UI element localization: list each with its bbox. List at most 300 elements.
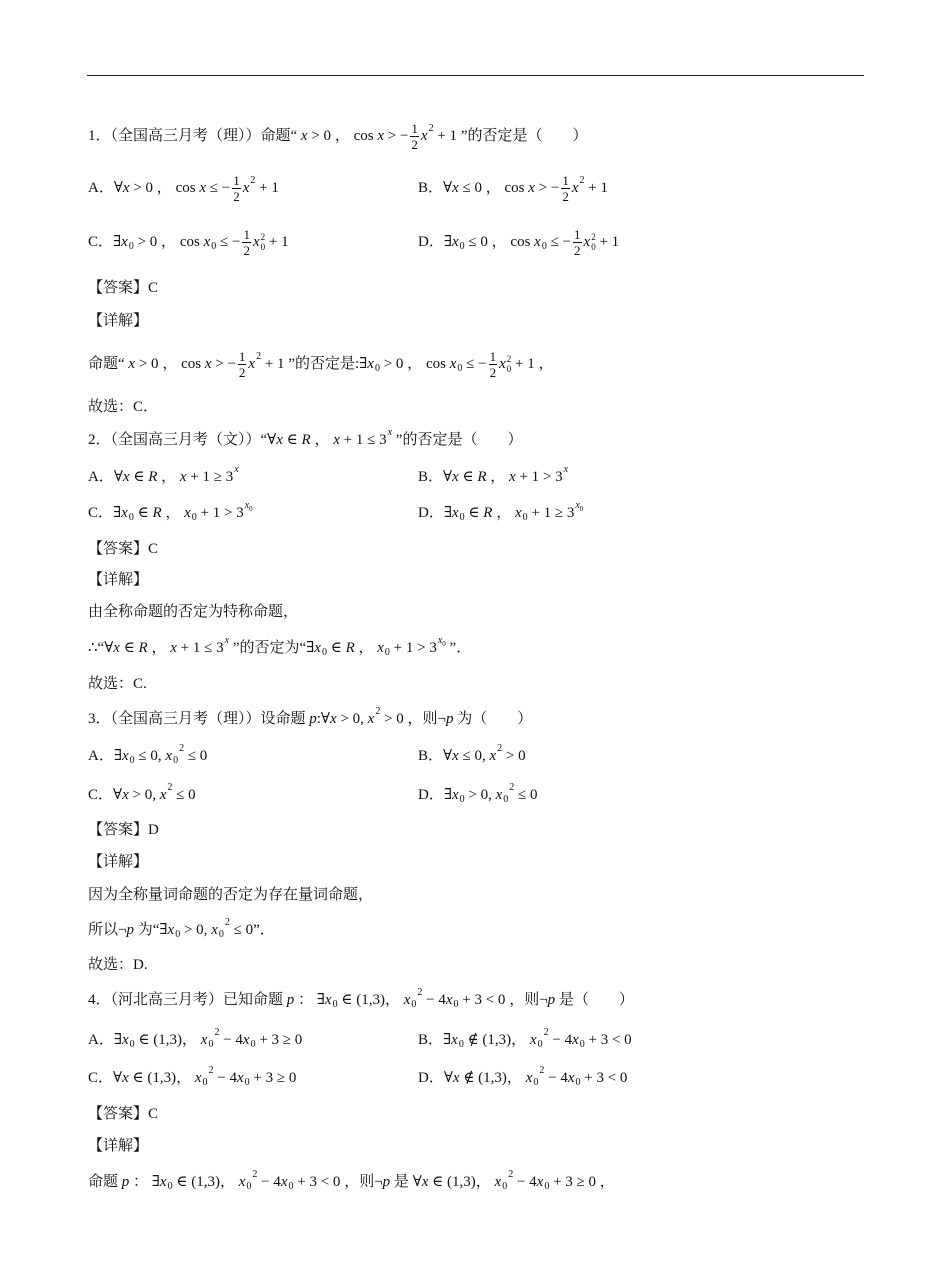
text-run: ， bbox=[481, 180, 505, 196]
fraction-numerator: 1 bbox=[562, 172, 569, 188]
option-label: B． bbox=[418, 1032, 444, 1048]
subscript: 0 bbox=[411, 999, 417, 1010]
math-symbols: :∀ bbox=[316, 711, 330, 727]
fraction-denominator: 2 bbox=[562, 188, 569, 204]
stem-content bbox=[88, 114, 587, 158]
answer-label: 【答案】 bbox=[88, 822, 149, 838]
fraction bbox=[489, 349, 498, 380]
math-symbols: ∀ bbox=[104, 640, 114, 656]
subscript: 0 bbox=[202, 1077, 208, 1088]
math-variable: x bbox=[452, 1070, 460, 1086]
math-symbols: − 4 bbox=[213, 1070, 237, 1086]
math-variable: x bbox=[128, 356, 136, 372]
text-run: ， bbox=[486, 469, 510, 485]
text-run: ， bbox=[534, 356, 554, 372]
math-symbols: ∈ bbox=[282, 432, 302, 448]
text-run: 为（ ） bbox=[453, 711, 533, 727]
math-variable: x bbox=[242, 180, 250, 196]
text-run: 故选：C. bbox=[88, 676, 147, 692]
subscript: 0 bbox=[129, 1039, 135, 1050]
text-run: ”． bbox=[253, 922, 275, 938]
math-variable: x bbox=[179, 469, 187, 485]
option-label: A． bbox=[88, 469, 114, 485]
option-label: A． bbox=[88, 1032, 114, 1048]
subscript: 0 bbox=[579, 1039, 585, 1050]
math-variable: x bbox=[451, 505, 459, 521]
math-variable: x bbox=[494, 1174, 502, 1190]
header-rule bbox=[87, 75, 864, 76]
math-symbols: + 1 > 3 bbox=[389, 640, 437, 656]
math-symbols: ≤ 0 bbox=[229, 922, 254, 938]
text-run: ， bbox=[157, 234, 180, 250]
math-symbols: + 3 ≥ 0 bbox=[255, 1032, 303, 1048]
math-symbols: > − bbox=[211, 356, 236, 372]
math-variable: p bbox=[547, 992, 556, 1008]
subscript: 0 bbox=[459, 794, 465, 805]
exponent-variable: x bbox=[437, 635, 443, 646]
superscript-variable: x bbox=[387, 427, 393, 438]
math-symbols: ∀ bbox=[443, 469, 453, 485]
fraction-numerator: 1 bbox=[489, 348, 497, 364]
text-run: ， bbox=[596, 1174, 615, 1190]
superscript: 2 bbox=[256, 351, 262, 362]
math-symbols: ∃ bbox=[443, 787, 452, 803]
subscript: 0 bbox=[211, 241, 217, 252]
subscript: 0 bbox=[503, 794, 509, 805]
math-variable: x bbox=[489, 748, 497, 764]
math-symbols: + 1 bbox=[511, 356, 535, 372]
option-d bbox=[418, 220, 619, 264]
subscript: 0 bbox=[321, 647, 327, 658]
math-symbols: ≤ − bbox=[205, 180, 231, 196]
option-label: C． bbox=[88, 1070, 114, 1086]
subscript: 0 bbox=[384, 647, 390, 658]
math-variable: x bbox=[452, 748, 459, 764]
math-symbols: − 4 bbox=[548, 1032, 573, 1048]
exponent-variable: x bbox=[575, 500, 580, 511]
subscript: 0 bbox=[506, 364, 512, 374]
math-variable: p bbox=[121, 1174, 130, 1190]
math-variable: x bbox=[536, 1174, 544, 1190]
math-symbols: ∃ bbox=[443, 505, 452, 521]
math-symbols: ¬ bbox=[374, 1174, 383, 1190]
math-variable: x bbox=[211, 922, 218, 938]
text-run: 由全称命题的否定为特称命题， bbox=[88, 604, 299, 620]
superscript: 2 bbox=[579, 175, 585, 186]
text-run: ： bbox=[129, 1174, 152, 1190]
text-run: 3．（全国高三月考（理））设命题 bbox=[88, 711, 310, 727]
superscript: 2 bbox=[543, 1027, 549, 1038]
math-variable: x bbox=[122, 1070, 129, 1086]
math-symbols: ¬ bbox=[437, 711, 447, 727]
superscript: 2 bbox=[417, 987, 423, 998]
math-symbols: > 0, bbox=[128, 787, 160, 803]
text-run: ， bbox=[331, 128, 354, 144]
math-symbols: + 1 bbox=[595, 234, 620, 250]
superscript: 2 bbox=[224, 917, 230, 928]
math-variable: x bbox=[121, 1032, 129, 1048]
math-symbols: ∃ bbox=[443, 1032, 452, 1048]
option-label: B． bbox=[418, 180, 444, 196]
fraction-denominator: 2 bbox=[489, 364, 497, 380]
math-symbols: + 1 bbox=[433, 128, 458, 144]
text-run: ， bbox=[161, 505, 185, 521]
superscript: 2 bbox=[375, 706, 381, 717]
math-variable: x bbox=[495, 787, 503, 803]
math-symbols: ∃ bbox=[113, 748, 122, 764]
subscript: 0 bbox=[128, 512, 134, 523]
fraction-numerator: 1 bbox=[574, 226, 581, 242]
math-variable: x bbox=[242, 1032, 250, 1048]
math-variable: p bbox=[309, 711, 317, 727]
math-variable: x bbox=[122, 180, 130, 196]
math-variable: x bbox=[529, 1032, 537, 1048]
math-symbols: > 0, bbox=[180, 922, 212, 938]
math-symbols: cos bbox=[181, 356, 205, 372]
text-run: 故选：C． bbox=[88, 399, 159, 415]
math-symbols: ∃ bbox=[113, 1032, 122, 1048]
text-run: ， bbox=[487, 234, 511, 250]
math-symbols: ∃ bbox=[113, 234, 122, 250]
math-variable: x bbox=[122, 469, 130, 485]
math-variable: x bbox=[276, 432, 283, 448]
math-symbols: > 0 bbox=[379, 356, 404, 372]
superscript: 2 bbox=[497, 743, 503, 754]
math-symbols: + 3 < 0 bbox=[580, 1070, 628, 1086]
math-symbols: ≤ 0, bbox=[134, 748, 166, 764]
option-label: C． bbox=[88, 787, 114, 803]
math-symbols: ∈ bbox=[326, 640, 346, 656]
math-symbols: > − bbox=[384, 128, 409, 144]
math-variable: x bbox=[377, 640, 384, 656]
superscript-variable: x bbox=[224, 635, 230, 646]
math-variable: x bbox=[445, 992, 453, 1008]
detail-content bbox=[88, 342, 553, 386]
math-symbols: + 1 bbox=[255, 180, 279, 196]
math-variable: x bbox=[248, 356, 256, 372]
text-run: ”的否定是: bbox=[284, 356, 360, 372]
math-variable: x bbox=[452, 469, 459, 485]
subscript: 0 bbox=[458, 1039, 464, 1050]
superscript: 2 bbox=[167, 782, 173, 793]
detail-label-text: 【详解】 bbox=[88, 313, 149, 329]
subscript: 0 bbox=[175, 929, 181, 940]
superscript: 2 bbox=[260, 232, 266, 242]
subscript: 0 bbox=[457, 363, 463, 374]
math-variable: x bbox=[238, 1174, 246, 1190]
subscript: 0 bbox=[260, 242, 266, 252]
math-variable: x bbox=[167, 922, 175, 938]
detail-label bbox=[88, 299, 148, 343]
text-run: ”的否定为“ bbox=[229, 640, 307, 656]
option-b bbox=[418, 734, 526, 778]
subscript: 0 bbox=[591, 242, 596, 252]
math-symbols: − 4 bbox=[422, 992, 446, 1008]
math-symbols: ∈ bbox=[129, 469, 149, 485]
math-symbols: + 1 ≤ 3 bbox=[176, 640, 224, 656]
superscript: 2 bbox=[179, 743, 185, 754]
subscript: 0 bbox=[453, 999, 459, 1010]
math-symbols: ∈ (1,3) bbox=[134, 1032, 182, 1048]
exponent-subscript: 0 bbox=[442, 640, 446, 648]
math-symbols: ≤ 0, bbox=[458, 748, 490, 764]
math-variable: R bbox=[345, 640, 355, 656]
math-symbols: ¬ bbox=[118, 922, 127, 938]
answer-label: 【答案】 bbox=[88, 541, 149, 557]
math-symbols: + 3 < 0 bbox=[458, 992, 506, 1008]
math-variable: x bbox=[199, 180, 206, 196]
math-variable: x bbox=[449, 356, 457, 372]
math-symbols: ∀ bbox=[443, 748, 453, 764]
math-symbols: ∈ bbox=[464, 505, 484, 521]
math-variable: x bbox=[330, 711, 337, 727]
math-symbols: cos bbox=[179, 234, 204, 250]
stem-content bbox=[88, 978, 634, 1022]
exponent bbox=[245, 501, 253, 511]
question-stem bbox=[0, 114, 950, 158]
math-symbols: ≤ 0 bbox=[464, 234, 488, 250]
superscript: 2 bbox=[506, 354, 512, 364]
math-variable: x bbox=[252, 234, 260, 250]
text-run: ”的否定是（ ） bbox=[457, 128, 588, 144]
text-run: ， bbox=[310, 432, 334, 448]
math-symbols: ≤ − bbox=[462, 356, 487, 372]
fraction-denominator: 2 bbox=[411, 136, 418, 152]
text-run: ， bbox=[157, 469, 180, 485]
exponent-variable: x bbox=[244, 500, 250, 511]
math-symbols: + 1 ≥ 3 bbox=[186, 469, 234, 485]
superscript-variable: x bbox=[234, 464, 239, 475]
math-symbols: ≤ − bbox=[216, 234, 241, 250]
text-run: 因为全称量词命题的否定为存在量词命题， bbox=[88, 887, 374, 903]
option-label: D． bbox=[418, 505, 444, 521]
math-symbols: − 4 bbox=[219, 1032, 243, 1048]
detail-line bbox=[0, 1160, 950, 1204]
math-symbols: ∈ (1,3) bbox=[428, 1174, 476, 1190]
subscript: 0 bbox=[537, 1039, 543, 1050]
option-a bbox=[88, 166, 279, 210]
math-symbols: cos bbox=[353, 128, 378, 144]
math-variable: p bbox=[382, 1174, 391, 1190]
math-symbols: ∈ (1,3) bbox=[337, 992, 385, 1008]
text-run: ： bbox=[294, 992, 317, 1008]
math-variable: x bbox=[451, 787, 459, 803]
fraction-denominator: 2 bbox=[238, 364, 246, 380]
text-run: ， bbox=[384, 992, 404, 1008]
math-variable: x bbox=[528, 180, 535, 196]
superscript: 2 bbox=[591, 232, 596, 242]
subscript: 0 bbox=[218, 929, 224, 940]
fraction bbox=[232, 173, 241, 204]
math-symbols: > 0 bbox=[129, 180, 154, 196]
text-run: ， bbox=[153, 180, 176, 196]
math-symbols: − 4 bbox=[544, 1070, 568, 1086]
fraction-denominator: 2 bbox=[243, 242, 250, 258]
subscript: 0 bbox=[128, 241, 134, 252]
math-symbols: ∀ bbox=[113, 787, 123, 803]
math-variable: x bbox=[571, 180, 579, 196]
option-row bbox=[0, 734, 950, 778]
math-symbols: > 0, bbox=[464, 787, 496, 803]
text-run: 命题“ bbox=[88, 356, 129, 372]
superscript: 2 bbox=[508, 1169, 514, 1180]
math-symbols: ≤ − bbox=[546, 234, 572, 250]
subscript: 0 bbox=[191, 512, 197, 523]
math-symbols: ∈ (1,3) bbox=[128, 1070, 177, 1086]
math-symbols: > 0 bbox=[307, 128, 332, 144]
math-symbols: − 4 bbox=[513, 1174, 537, 1190]
exponent bbox=[575, 501, 583, 511]
math-variable: x bbox=[451, 1032, 458, 1048]
math-variable: x bbox=[583, 234, 591, 250]
option-label: A． bbox=[88, 748, 114, 764]
math-variable: R bbox=[152, 505, 162, 521]
detail-label-line bbox=[0, 299, 950, 343]
detail-label-text: 【详解】 bbox=[88, 1138, 149, 1154]
math-symbols: ∀ bbox=[113, 469, 123, 485]
superscript: 2 bbox=[208, 1065, 214, 1076]
math-variable: x bbox=[403, 992, 411, 1008]
math-symbols: ∃ bbox=[159, 922, 168, 938]
subscript: 0 bbox=[288, 1181, 294, 1192]
math-symbols: ∉ (1,3) bbox=[459, 1070, 507, 1086]
text-run: 4．（河北高三月考）已知命题 bbox=[88, 992, 287, 1008]
fraction-denominator: 2 bbox=[574, 242, 581, 258]
subscript: 0 bbox=[244, 1077, 250, 1088]
math-symbols: + 1 ≥ 3 bbox=[527, 505, 575, 521]
text-run: ， bbox=[403, 356, 426, 372]
math-variable: x bbox=[121, 505, 128, 521]
math-variable: x bbox=[113, 640, 120, 656]
text-run: ， bbox=[176, 1070, 195, 1086]
math-symbols: + 3 ≥ 0 bbox=[549, 1174, 597, 1190]
subscript: 0 bbox=[246, 1181, 252, 1192]
math-symbols: + 3 < 0 bbox=[584, 1032, 632, 1048]
text-run: ， bbox=[354, 640, 378, 656]
text-run: 1．（全国高三月考（理））命题“ bbox=[88, 128, 301, 144]
detail-label-text: 【详解】 bbox=[88, 572, 149, 588]
math-symbols: + 1 > 3 bbox=[515, 469, 563, 485]
math-symbols: ∀ bbox=[267, 432, 277, 448]
math-variable: x bbox=[420, 128, 428, 144]
superscript: 2 bbox=[428, 123, 434, 134]
fraction bbox=[573, 227, 582, 258]
subscript: 0 bbox=[502, 1181, 508, 1192]
math-symbols: ≤ 0 bbox=[458, 180, 482, 196]
math-symbols: ∈ bbox=[458, 469, 478, 485]
text-run: ”的否定是（ ） bbox=[392, 432, 523, 448]
math-variable: x bbox=[184, 505, 191, 521]
math-variable: x bbox=[567, 1070, 575, 1086]
text-run: 命题 bbox=[88, 1174, 122, 1190]
math-symbols: ∀ bbox=[443, 180, 453, 196]
fraction bbox=[238, 349, 247, 380]
math-variable: x bbox=[300, 128, 308, 144]
exponent-subscript: 0 bbox=[249, 505, 253, 513]
math-variable: x bbox=[159, 787, 167, 803]
fraction-numerator: 1 bbox=[243, 226, 250, 242]
subscript: 0 bbox=[544, 1181, 550, 1192]
math-symbols: ∀ bbox=[443, 1070, 453, 1086]
math-symbols: − 4 bbox=[257, 1174, 281, 1190]
math-variable: x bbox=[377, 128, 384, 144]
text-run: 故选：D. bbox=[88, 957, 148, 973]
option-row bbox=[0, 166, 950, 210]
subscript: 0 bbox=[129, 755, 135, 766]
fraction bbox=[410, 121, 419, 152]
math-symbols: + 1 > 3 bbox=[196, 505, 244, 521]
option-label: C． bbox=[88, 234, 114, 250]
fraction-numerator: 1 bbox=[411, 120, 418, 136]
math-variable: R bbox=[138, 640, 148, 656]
math-variable: x bbox=[121, 748, 129, 764]
fraction-numerator: 1 bbox=[238, 348, 246, 364]
superscript: 2 bbox=[214, 1027, 220, 1038]
option-label: D． bbox=[418, 787, 444, 803]
math-variable: x bbox=[451, 234, 459, 250]
text-run: ， bbox=[492, 505, 515, 521]
answer-label: 【答案】 bbox=[88, 280, 149, 296]
math-variable: x bbox=[509, 469, 516, 485]
math-symbols: cos bbox=[425, 356, 450, 372]
math-variable: R bbox=[483, 505, 493, 521]
text-run: ， bbox=[182, 1032, 201, 1048]
math-symbols: cos bbox=[175, 180, 200, 196]
option-label: C． bbox=[88, 505, 114, 521]
math-variable: x bbox=[122, 787, 129, 803]
text-run: 所以 bbox=[88, 922, 119, 938]
detail-content bbox=[88, 1160, 615, 1204]
math-symbols: + 1 bbox=[261, 356, 285, 372]
math-symbols: ∀ bbox=[113, 180, 123, 196]
text-run: 是（ ） bbox=[555, 992, 634, 1008]
math-symbols: > − bbox=[534, 180, 560, 196]
subscript: 0 bbox=[250, 1039, 256, 1050]
option-label: B． bbox=[418, 469, 444, 485]
fraction-denominator: 2 bbox=[233, 188, 240, 204]
math-variable: R bbox=[477, 469, 487, 485]
math-symbols: ¬ bbox=[539, 992, 548, 1008]
math-variable: x bbox=[333, 432, 340, 448]
exponent bbox=[438, 636, 446, 646]
text-run: ，则 bbox=[505, 992, 540, 1008]
subscript: 0 bbox=[332, 999, 338, 1010]
text-run: ， bbox=[475, 1174, 495, 1190]
option-b bbox=[418, 166, 608, 210]
text-run: ， bbox=[147, 640, 171, 656]
math-symbols: cos bbox=[504, 180, 529, 196]
math-symbols: > 0 bbox=[380, 711, 404, 727]
text-run: 是 bbox=[390, 1174, 413, 1190]
math-variable: x bbox=[534, 234, 541, 250]
math-symbols: > 0 bbox=[133, 234, 158, 250]
subscript: 0 bbox=[173, 755, 179, 766]
answer-value: C bbox=[148, 1106, 159, 1122]
math-variable: x bbox=[525, 1070, 533, 1086]
math-variable: x bbox=[367, 711, 375, 727]
superscript: 2 bbox=[252, 1169, 258, 1180]
math-symbols: ∃ bbox=[316, 992, 325, 1008]
text-run: ”． bbox=[445, 640, 472, 656]
subscript: 0 bbox=[541, 241, 547, 252]
option-label: B． bbox=[418, 748, 444, 764]
fraction-numerator: 1 bbox=[233, 172, 240, 188]
math-symbols: ≤ 0 bbox=[184, 748, 208, 764]
superscript: 2 bbox=[539, 1065, 545, 1076]
math-symbols: ∀ bbox=[412, 1174, 422, 1190]
option-label: D． bbox=[418, 234, 444, 250]
math-variable: x bbox=[514, 505, 522, 521]
